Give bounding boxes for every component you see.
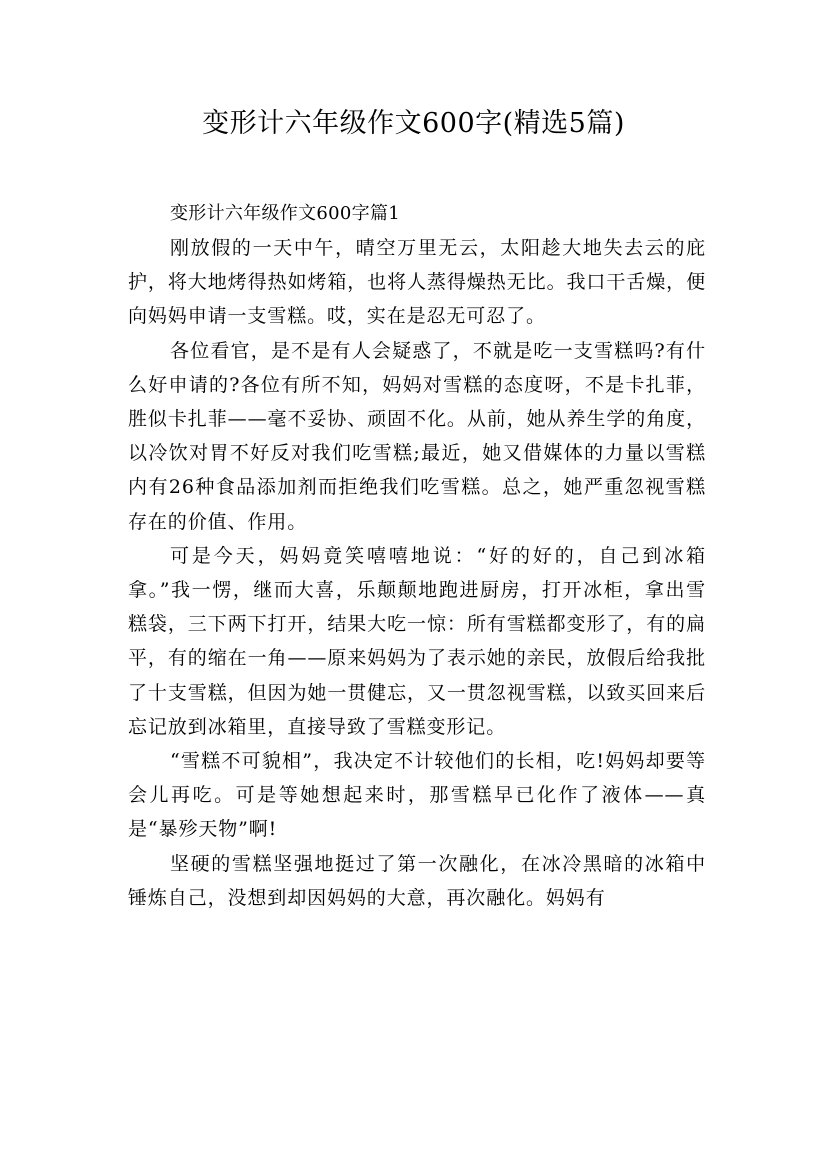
paragraph-4: “雪糕不可貌相”，我决定不计较他们的长相，吃!妈妈却要等会儿再吃。可是等她想起来时，那雪糕早已化作了液体——真是“暴殄天物”啊! [128,750,706,841]
paragraph-3: 可是今天，妈妈竟笑嘻嘻地说：“好的好的，自己到冰箱拿。”我一愣，继而大喜，乐颠颠地跑进厨房，打开冰柜，拿出雪糕袋，三下两下打开，结果大吃一惊：所有雪糕都变形了，有的扁平，有的缩在一角——原来妈妈为了表示她的亲民，放假后给我批了十支雪糕，但因为她一贯健忘，又一贯忽视雪糕，以致买回来后忘记放到冰箱里，直接导致了雪糕变形记。 [128,544,706,738]
paragraph-5: 坚硬的雪糕坚强地挺过了第一次融化，在冰冷黑暗的冰箱中锤炼自己，没想到却因妈妈的大意，再次融化。妈妈有 [128,852,706,909]
document-title: 变形计六年级作文600字(精选5篇) [202,108,625,139]
paragraph-1: 刚放假的一天中午，晴空万里无云，太阳趁大地失去云的庇护，将大地烤得热如烤箱，也将人蒸得燥热无比。我口干舌燥，便向妈妈申请一支雪糕。哎，实在是忍无可忍了。 [128,237,706,328]
document-body [128,196,706,915]
paragraph-2: 各位看官，是不是有人会疑惑了，不就是吃一支雪糕吗?有什么好申请的?各位有所不知，妈妈对雪糕的态度呀，不是卡扎菲，胜似卡扎菲——毫不妥协、顽固不化。从前，她从养生学的角度，以冷饮对胃不好反对我们吃雪糕;最近，她又借媒体的力量以雪糕内有26种食品添加剂而拒绝我们吃雪糕。总之，她严重忽视雪糕存在的价值、作用。 [128,339,706,533]
section-heading: 变形计六年级作文600字篇1 [170,203,401,224]
